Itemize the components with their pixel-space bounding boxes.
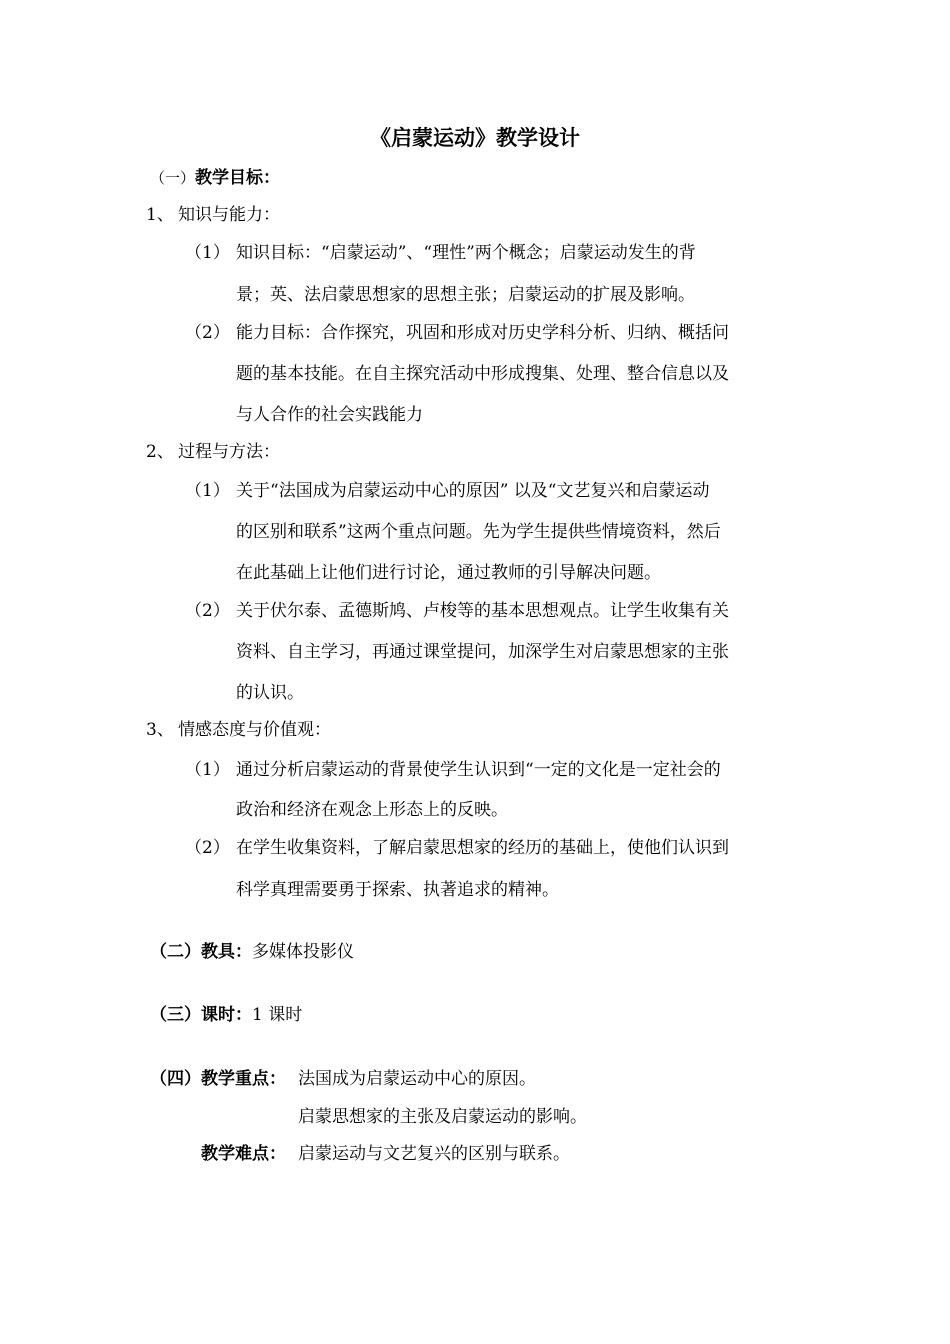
item3-sub2-line2: 科学真理需要勇于探索、执著追求的精神。	[236, 880, 559, 900]
item1-sub2-line3: 与人合作的社会实践能力	[236, 405, 423, 425]
section4-key-point-1: 法国成为启蒙运动中心的原因。	[298, 1069, 536, 1089]
item1-heading: 知识与能力：	[178, 205, 280, 225]
section3-value: 1 课时	[252, 1005, 303, 1025]
item3-heading: 情感态度与价值观：	[178, 720, 331, 740]
section1-prefix: （一）	[150, 169, 196, 187]
section2-label: （二）教具：	[150, 942, 252, 962]
item2-sub2-number: （2）	[185, 601, 230, 621]
item3-sub2-number: （2）	[185, 838, 230, 858]
section3-label: （三）课时：	[150, 1005, 252, 1025]
section2-row	[150, 944, 354, 961]
section4-difficulty-value: 启蒙运动与文艺复兴的区别与联系。	[298, 1144, 570, 1164]
section4-difficulty-label: 教学难点：	[201, 1144, 286, 1164]
item2-sub2-line1: 关于伏尔泰、孟德斯鸠、卢梭等的基本思想观点。让学生收集有关	[236, 601, 729, 621]
item3-number: 3、	[146, 720, 174, 740]
item1-number: 1、	[146, 205, 174, 225]
item2-number: 2、	[146, 442, 174, 462]
item2-sub1-line2: 的区别和联系”这两个重点问题。先为学生提供些情境资料，然后	[236, 522, 721, 542]
section4-label: （四）教学重点：	[150, 1069, 286, 1089]
section3-row	[150, 1007, 302, 1024]
item2-sub1-line3: 在此基础上让他们进行讨论，通过教师的引导解决问题。	[236, 563, 661, 583]
item3-sub1-number: （1）	[185, 760, 230, 780]
item2-sub2-line3: 的认识。	[236, 683, 304, 703]
item3-sub2-line1: 在学生收集资料，了解启蒙思想家的经历的基础上，使他们认识到	[236, 838, 729, 858]
item1-sub2-line2: 题的基本技能。在自主探究活动中形成搜集、处理、整合信息以及	[236, 364, 729, 384]
item2-sub2-line2: 资料、自主学习，再通过课堂提问，加深学生对启蒙思想家的主张	[236, 642, 729, 662]
item3-sub1-line2: 政治和经济在观念上形态上的反映。	[236, 800, 508, 820]
section1-heading	[150, 170, 280, 187]
item1-sub1-number: （1）	[185, 243, 230, 263]
item2-sub1-number: （1）	[185, 481, 230, 501]
section2-value: 多媒体投影仪	[252, 942, 354, 962]
item2-sub1-line1: 关于“法国成为启蒙运动中心的原因” 以及“文艺复兴和启蒙运动	[236, 481, 710, 501]
item1-sub1-line2: 景；英、法启蒙思想家的思想主张；启蒙运动的扩展及影响。	[236, 285, 695, 305]
item1-sub2-line1: 能力目标：合作探究，巩固和形成对历史学科分析、归纳、概括问	[236, 323, 729, 343]
item1-sub1-line1: 知识目标：“启蒙运动”、“理性”两个概念；启蒙运动发生的背	[236, 243, 696, 263]
document-title: 《启蒙运动》教学设计	[370, 125, 580, 150]
item2-heading: 过程与方法：	[178, 442, 280, 462]
item3-sub1-line1: 通过分析启蒙运动的背景使学生认识到“一定的文化是一定社会的	[236, 760, 721, 780]
item1-sub2-number: （2）	[185, 323, 230, 343]
section1-label: 教学目标：	[195, 168, 281, 188]
section4-key-point-2: 启蒙思想家的主张及启蒙运动的影响。	[298, 1107, 587, 1127]
